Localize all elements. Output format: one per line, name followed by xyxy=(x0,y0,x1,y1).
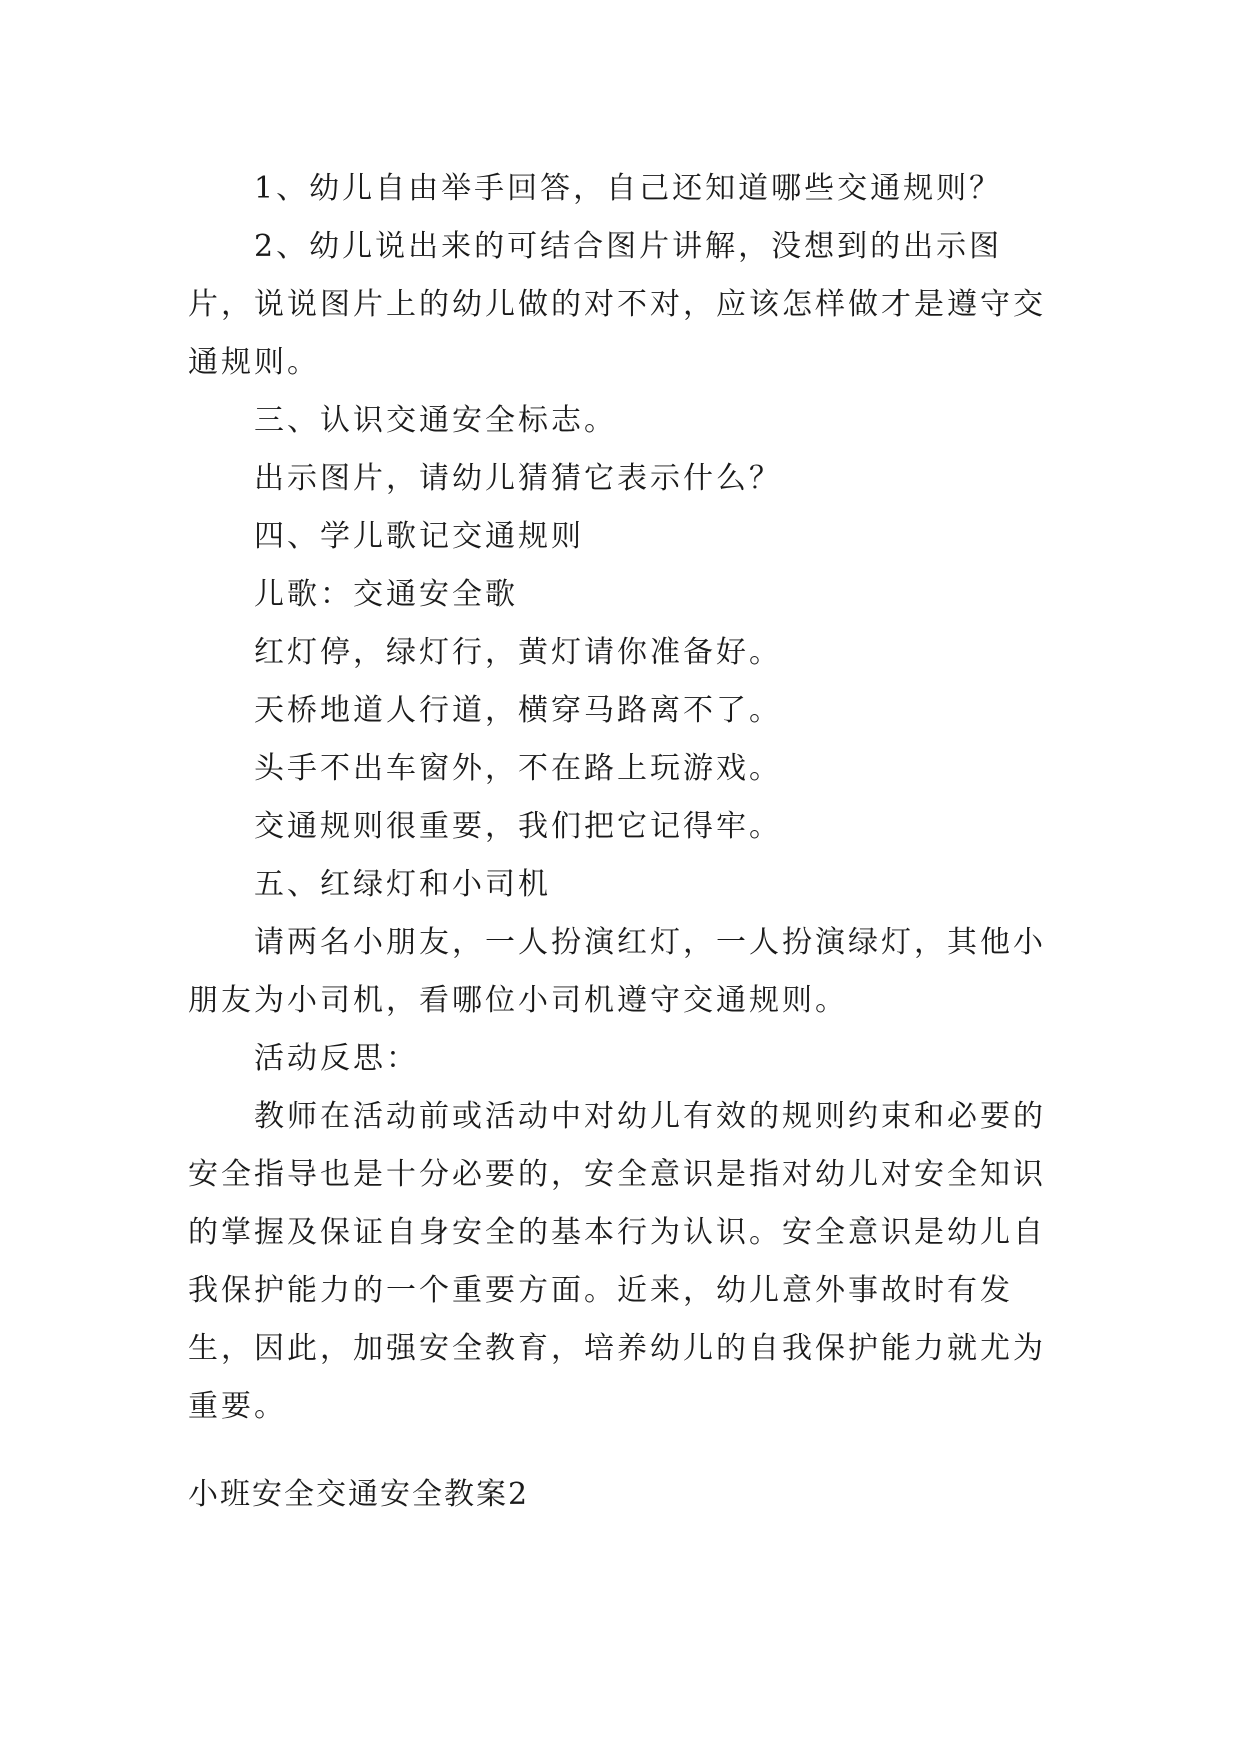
paragraph: 请两名小朋友，一人扮演红灯，一人扮演绿灯，其他小朋友为小司机，看哪位小司机遵守交通规则。 xyxy=(188,925,1046,1018)
document-body xyxy=(188,160,1058,1436)
paragraph: 红灯停，绿灯行，黄灯请你准备好。 xyxy=(254,635,782,670)
paragraph: 四、学儿歌记交通规则 xyxy=(254,519,584,554)
paragraph: 头手不出车窗外，不在路上玩游戏。 xyxy=(254,751,782,786)
paragraph: 出示图片，请幼儿猜猜它表示什么？ xyxy=(254,461,782,496)
paragraph: 三、认识交通安全标志。 xyxy=(254,403,617,438)
section-title: 小班安全交通安全教案2 xyxy=(188,1477,530,1512)
paragraph: 天桥地道人行道，横穿马路离不了。 xyxy=(254,693,782,728)
paragraph: 1、幼儿自由举手回答，自己还知道哪些交通规则？ xyxy=(254,171,1003,206)
paragraph: 2、幼儿说出来的可结合图片讲解，没想到的出示图片，说说图片上的幼儿做的对不对，应该怎样做才是遵守交通规则。 xyxy=(188,229,1046,380)
paragraph: 活动反思： xyxy=(254,1041,419,1076)
paragraph: 教师在活动前或活动中对幼儿有效的规则约束和必要的安全指导也是十分必要的，安全意识是指对幼儿对安全知识的掌握及保证自身安全的基本行为认识。安全意识是幼儿自我保护能力的一个重要方面。近来，幼儿意外事故时有发生，因此，加强安全教育，培养幼儿的自我保护能力就尤为重要。 xyxy=(188,1099,1046,1424)
paragraph: 儿歌：交通安全歌 xyxy=(254,577,518,612)
paragraph: 五、红绿灯和小司机 xyxy=(254,867,551,902)
paragraph: 交通规则很重要，我们把它记得牢。 xyxy=(254,809,782,844)
